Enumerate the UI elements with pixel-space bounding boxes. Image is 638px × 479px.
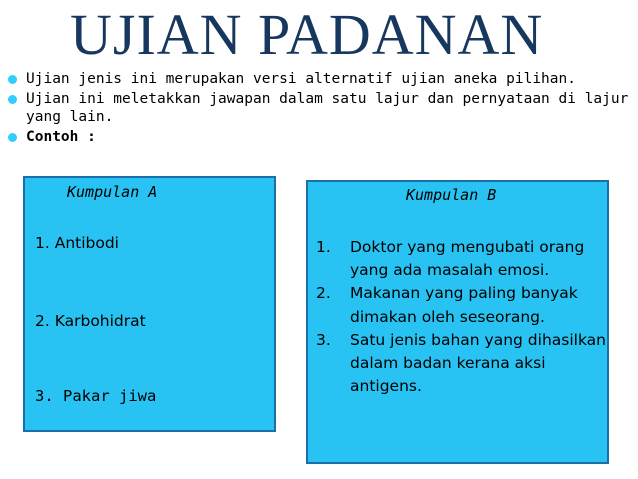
item-text: Satu jenis bahan yang dihasilkan dalam badan kerana aksi antigens.: [350, 330, 606, 396]
kumpulan-b-heading: Kumpulan B: [406, 186, 497, 204]
item-number: 3.: [316, 330, 331, 349]
bullet-text: Ujian jenis ini merupakan versi alternatif ujian aneka pilihan.: [26, 71, 576, 87]
item-number: 1.: [316, 238, 331, 256]
kumpulan-a-item: 3. Pakar jiwa: [35, 387, 157, 405]
bullet-list: [6, 70, 634, 148]
kumpulan-a-heading: Kumpulan A: [67, 183, 158, 201]
item-text: Makanan yang paling banyak dimakan oleh seseorang.: [350, 284, 578, 326]
bullet-dot-icon: [8, 75, 17, 84]
bullet-text: Contoh :: [26, 129, 96, 145]
item-text: Doktor yang mengubati orang yang ada masalah emosi.: [350, 238, 585, 280]
kumpulan-b-box: [306, 180, 609, 464]
kumpulan-a-box: [23, 176, 276, 432]
bullet-dot-icon: [8, 133, 17, 142]
kumpulan-b-item: [316, 329, 606, 399]
item-number: 2.: [316, 284, 331, 303]
bullet-dot-icon: [8, 95, 17, 104]
bullet-item: [6, 90, 634, 126]
kumpulan-b-list: [316, 236, 606, 398]
bullet-item: [6, 70, 634, 88]
kumpulan-b-item: [316, 282, 606, 328]
kumpulan-a-item: 1. Antibodi: [35, 234, 119, 252]
kumpulan-a-item: 2. Karbohidrat: [35, 312, 146, 330]
slide-title: UJIAN PADANAN: [70, 2, 544, 67]
bullet-item: [6, 128, 634, 146]
bullet-text: Ujian ini meletakkan jawapan dalam satu lajur dan pernyataan di lajur yang lain.: [26, 91, 629, 125]
kumpulan-b-item: [316, 236, 606, 282]
